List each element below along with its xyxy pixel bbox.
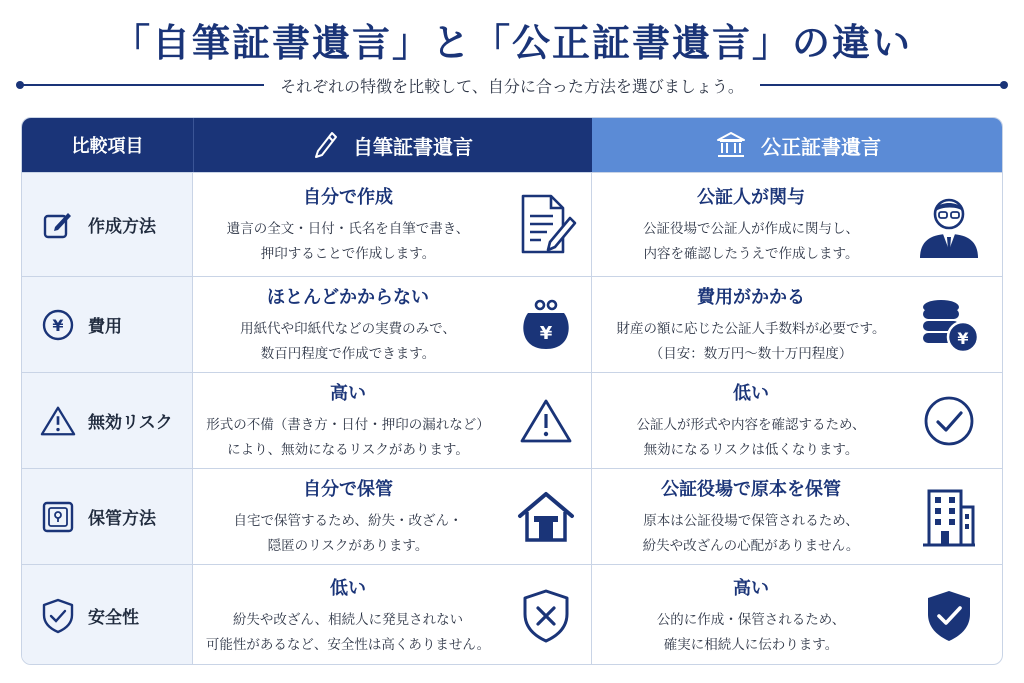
jihitsu-cell — [193, 173, 592, 276]
pen-icon — [313, 130, 339, 160]
document-pen-icon — [511, 190, 581, 260]
table-row — [22, 564, 1003, 665]
cell-line: 可能性があるなど、安全性は高くありません。 — [205, 636, 491, 653]
safe-icon — [40, 499, 76, 535]
table-row — [22, 172, 1003, 276]
house-icon — [511, 482, 581, 552]
cell-line: 押印することで作成します。 — [260, 245, 436, 262]
row-label-text: 費用 — [88, 317, 122, 337]
cell-line: 用紙代や印紙代などの実費のみで、 — [240, 320, 456, 337]
cell-heading: 低い — [733, 382, 769, 404]
cell-heading: 高い — [330, 382, 366, 404]
cell-heading: 自分で保管 — [303, 478, 393, 500]
row-label — [22, 173, 193, 276]
cell-line: 形式の不備（書き方・日付・押印の漏れなど） — [206, 416, 490, 433]
cell-line: （目安：数万円〜数十万円程度） — [649, 345, 853, 362]
row-label-text: 作成方法 — [88, 217, 156, 237]
row-label — [22, 565, 193, 665]
coins-yen-icon — [914, 290, 984, 360]
cell-line: 内容を確認したうえで作成します。 — [643, 245, 859, 262]
header-jihitsu-label: 自筆証書遺言 — [353, 134, 473, 159]
jihitsu-cell — [193, 469, 592, 564]
cell-line: 数百円程度で作成できます。 — [260, 345, 436, 362]
warning-icon — [40, 403, 76, 439]
svg-text:¥: ¥ — [539, 322, 553, 344]
cell-line: 公証役場で公証人が作成に関与し、 — [643, 220, 859, 237]
page-title: 「自筆証書遺言」と「公正証書遺言」の違い — [111, 21, 912, 65]
edit-icon — [40, 207, 76, 243]
header-item — [22, 118, 193, 172]
shield-check-filled-icon — [914, 581, 984, 651]
jihitsu-cell — [193, 373, 592, 468]
cell-line: 公証人が形式や内容を確認するため、 — [636, 416, 866, 433]
divider-left — [18, 84, 264, 86]
divider-right — [760, 84, 1006, 86]
row-label-text: 無効リスク — [88, 413, 173, 433]
cell-line: 自宅で保管するため、紛失・改ざん・ — [233, 512, 463, 529]
row-label — [22, 277, 193, 372]
cell-line: 紛失や改ざん、相続人に発見されない — [232, 611, 464, 628]
table-row — [22, 372, 1003, 468]
cell-line: 財産の額に応じた公証人手数料が必要です。 — [616, 320, 886, 337]
kosei-cell — [592, 173, 1003, 276]
cell-line: 無効になるリスクは低くなります。 — [643, 441, 859, 458]
svg-text:¥: ¥ — [52, 315, 64, 335]
kosei-cell — [592, 373, 1003, 468]
jihitsu-cell — [193, 277, 592, 372]
subtitle-row — [18, 72, 1006, 98]
header-jihitsu — [193, 118, 592, 172]
svg-text:¥: ¥ — [957, 328, 969, 348]
check-circle-icon — [914, 386, 984, 456]
cell-line: 確実に相続人に伝わります。 — [663, 636, 839, 653]
cell-line: 原本は公証役場で保管されるため、 — [643, 512, 859, 529]
cell-heading: 費用がかかる — [697, 286, 805, 308]
header-item-label: 比較項目 — [71, 136, 144, 157]
cell-line: により、無効になるリスクがあります。 — [227, 441, 469, 458]
table-row — [22, 468, 1003, 564]
header-kosei — [592, 118, 1003, 172]
kosei-cell — [592, 277, 1003, 372]
yen-circle-icon — [40, 307, 76, 343]
row-label-text: 保管方法 — [88, 509, 156, 529]
header-kosei-label: 公正証書遺言 — [761, 134, 881, 159]
jihitsu-cell — [193, 565, 592, 665]
cell-line: 隠匿のリスクがあります。 — [267, 537, 429, 554]
coin-purse-yen-icon — [511, 290, 581, 360]
cell-heading: 高い — [733, 577, 769, 599]
row-label — [22, 469, 193, 564]
page-subtitle: それぞれの特徴を比較して、自分に合った方法を選びましょう。 — [280, 76, 744, 96]
kosei-cell — [592, 469, 1003, 564]
warning-triangle-icon — [511, 386, 581, 456]
cell-heading: 低い — [330, 577, 366, 599]
cell-line: 公的に作成・保管されるため、 — [656, 611, 846, 628]
cell-heading: 自分で作成 — [303, 186, 393, 208]
office-building-icon — [914, 482, 984, 552]
cell-heading: 公証役場で原本を保管 — [661, 478, 841, 500]
cell-line: 紛失や改ざんの心配がありません。 — [642, 537, 860, 554]
table-row — [22, 276, 1003, 372]
kosei-cell — [592, 565, 1003, 665]
cell-heading: ほとんどかからない — [267, 286, 429, 308]
cell-line: 遺言の全文・日付・氏名を自筆で書き、 — [226, 220, 470, 237]
cell-heading: 公証人が関与 — [697, 186, 805, 208]
row-label — [22, 373, 193, 468]
shield-x-icon — [511, 581, 581, 651]
courthouse-icon — [715, 130, 747, 160]
notary-person-icon — [914, 190, 984, 260]
shield-check-icon — [40, 598, 76, 634]
row-label-text: 安全性 — [88, 608, 139, 628]
comparison-table — [21, 117, 1003, 665]
